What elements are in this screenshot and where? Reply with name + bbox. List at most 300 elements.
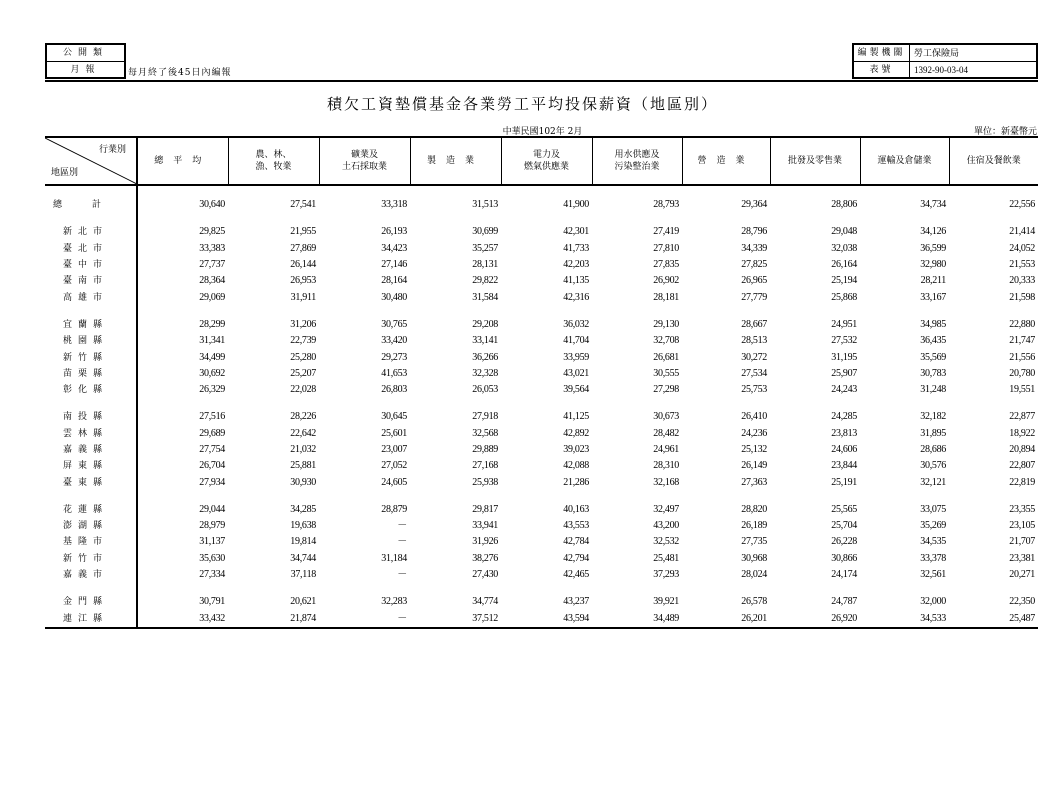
column-header bbox=[770, 137, 860, 185]
value-cell: 31,137 bbox=[199, 536, 225, 548]
value-cell: 30,930 bbox=[290, 476, 316, 488]
column-header-line: 營造業 bbox=[697, 156, 755, 166]
value-cell: 42,203 bbox=[563, 259, 589, 271]
spacer-cell bbox=[137, 185, 228, 197]
spacer-cell bbox=[45, 398, 137, 409]
corner-header bbox=[45, 137, 137, 185]
region-label: 澎湖縣 bbox=[45, 518, 137, 534]
table-row bbox=[45, 273, 1038, 289]
table-number-value: 1392-90-03-04 bbox=[914, 65, 968, 75]
value-cell: 32,283 bbox=[381, 596, 407, 608]
spacer-cell bbox=[228, 213, 319, 224]
value-cell: 26,189 bbox=[741, 520, 767, 532]
value-cell: 23,381 bbox=[1009, 552, 1035, 564]
table-row bbox=[45, 474, 1038, 490]
value-cell: 27,737 bbox=[199, 259, 225, 271]
value-cell: 31,926 bbox=[472, 536, 498, 548]
table-row bbox=[45, 409, 1038, 425]
region-label: 新北市 bbox=[45, 224, 137, 240]
value-cell: 27,918 bbox=[472, 411, 498, 423]
value-cell: 27,534 bbox=[741, 367, 767, 379]
value-cell: 41,900 bbox=[563, 199, 589, 211]
value-cell: 42,784 bbox=[563, 536, 589, 548]
spacer-cell bbox=[319, 491, 410, 502]
value-cell: 18,922 bbox=[1009, 427, 1035, 439]
spacer-cell bbox=[949, 306, 1038, 317]
value-cell: 27,419 bbox=[653, 226, 679, 238]
group-spacer bbox=[45, 398, 1038, 409]
value-cell: 29,822 bbox=[472, 275, 498, 287]
table-row bbox=[45, 197, 1038, 213]
value-cell: 42,088 bbox=[563, 460, 589, 472]
spacer-cell bbox=[501, 185, 592, 197]
value-cell: 28,364 bbox=[199, 275, 225, 287]
value-cell: 35,569 bbox=[920, 351, 946, 363]
value-cell: 40,163 bbox=[563, 503, 589, 515]
group-spacer bbox=[45, 185, 1038, 197]
spacer-cell bbox=[770, 185, 860, 197]
value-cell: 29,130 bbox=[653, 318, 679, 330]
spacer-cell bbox=[228, 398, 319, 409]
value-cell: 37,512 bbox=[410, 611, 501, 628]
table-row bbox=[45, 317, 1038, 333]
spacer-cell bbox=[319, 213, 410, 224]
value-cell: 41,704 bbox=[563, 335, 589, 347]
value-cell: 34,126 bbox=[920, 226, 946, 238]
value-cell: 42,465 bbox=[563, 569, 589, 581]
value-cell: 25,601 bbox=[381, 427, 407, 439]
table-row bbox=[45, 567, 1038, 583]
value-cell: 28,667 bbox=[741, 318, 767, 330]
spacer-cell bbox=[682, 398, 770, 409]
value-cell: 28,793 bbox=[653, 199, 679, 211]
value-cell: 37,118 bbox=[290, 569, 316, 581]
value-cell: 30,640 bbox=[199, 199, 225, 211]
value-cell: 26,329 bbox=[199, 384, 225, 396]
value-cell: 25,881 bbox=[290, 460, 316, 472]
spacer-cell bbox=[501, 306, 592, 317]
agency-label: 編製機關 bbox=[854, 45, 910, 61]
value-cell: 33,432 bbox=[137, 611, 228, 628]
value-cell: 31,206 bbox=[290, 318, 316, 330]
value-cell: 34,734 bbox=[920, 199, 946, 211]
value-cell: 27,334 bbox=[199, 569, 225, 581]
value-cell: 35,630 bbox=[199, 552, 225, 564]
value-cell: 28,131 bbox=[472, 259, 498, 271]
value-cell: 36,032 bbox=[563, 318, 589, 330]
value-cell: 28,482 bbox=[653, 427, 679, 439]
value-cell: 26,902 bbox=[653, 275, 679, 287]
value-cell: 33,383 bbox=[199, 242, 225, 254]
value-cell: 30,765 bbox=[381, 318, 407, 330]
value-cell: 30,968 bbox=[741, 552, 767, 564]
spacer-cell bbox=[860, 185, 949, 197]
value-cell: 24,236 bbox=[741, 427, 767, 439]
value-cell: 36,266 bbox=[472, 351, 498, 363]
value-cell: 22,819 bbox=[1009, 476, 1035, 488]
value-cell: 30,699 bbox=[472, 226, 498, 238]
table-row bbox=[45, 611, 1038, 628]
region-label: 臺北市 bbox=[45, 241, 137, 257]
spacer-cell bbox=[592, 583, 682, 594]
publication-category: 公開類 bbox=[47, 45, 124, 62]
value-cell: 27,810 bbox=[653, 242, 679, 254]
value-cell: 39,023 bbox=[563, 444, 589, 455]
value-cell: 41,733 bbox=[563, 242, 589, 254]
table-body bbox=[45, 185, 1038, 628]
spacer-cell bbox=[45, 583, 137, 594]
value-cell: 22,642 bbox=[290, 427, 316, 439]
value-cell: 28,686 bbox=[920, 444, 946, 455]
value-cell: 21,707 bbox=[1009, 536, 1035, 548]
value-cell: 31,513 bbox=[472, 199, 498, 211]
value-cell: 26,953 bbox=[290, 275, 316, 287]
value-cell: 24,787 bbox=[831, 596, 857, 608]
value-cell: 25,868 bbox=[831, 291, 857, 303]
value-cell: 43,594 bbox=[501, 611, 592, 628]
value-cell: 29,208 bbox=[472, 318, 498, 330]
value-cell: 26,578 bbox=[741, 596, 767, 608]
value-cell: 32,561 bbox=[920, 569, 946, 581]
value-cell: 35,257 bbox=[472, 242, 498, 254]
value-cell: 20,894 bbox=[1009, 444, 1035, 455]
value-cell: 28,024 bbox=[741, 569, 767, 581]
spacer-cell bbox=[228, 583, 319, 594]
value-cell: 41,135 bbox=[563, 275, 589, 287]
value-cell: 26,053 bbox=[472, 384, 498, 396]
spacer-cell bbox=[949, 398, 1038, 409]
value-cell: 31,911 bbox=[290, 291, 316, 303]
spacer-cell bbox=[592, 185, 682, 197]
value-cell: 23,355 bbox=[1009, 503, 1035, 515]
column-header bbox=[410, 137, 501, 185]
spacer-cell bbox=[682, 306, 770, 317]
region-label: 苗栗縣 bbox=[45, 366, 137, 382]
spacer-cell bbox=[410, 398, 501, 409]
value-cell: 22,556 bbox=[1009, 199, 1035, 211]
value-cell: 29,044 bbox=[199, 503, 225, 515]
value-cell: 24,961 bbox=[653, 444, 679, 455]
group-spacer bbox=[45, 491, 1038, 502]
value-cell: 28,181 bbox=[653, 291, 679, 303]
spacer-cell bbox=[137, 583, 228, 594]
value-cell: 33,941 bbox=[472, 520, 498, 532]
spacer-cell bbox=[45, 491, 137, 502]
value-cell: 26,164 bbox=[831, 259, 857, 271]
value-cell: － bbox=[397, 520, 407, 532]
value-cell: 26,201 bbox=[682, 611, 770, 628]
value-cell: 42,316 bbox=[563, 291, 589, 303]
region-label: 嘉義縣 bbox=[45, 442, 137, 458]
spacer-cell bbox=[949, 213, 1038, 224]
spacer-cell bbox=[228, 491, 319, 502]
value-cell: 32,328 bbox=[472, 367, 498, 379]
value-cell: 32,121 bbox=[920, 476, 946, 488]
value-cell: 25,280 bbox=[290, 351, 316, 363]
value-cell: 35,269 bbox=[920, 520, 946, 532]
value-cell: 26,193 bbox=[381, 226, 407, 238]
value-cell: 19,638 bbox=[290, 520, 316, 532]
value-cell: 21,556 bbox=[1009, 351, 1035, 363]
region-label: 雲林縣 bbox=[45, 426, 137, 442]
value-cell: 22,877 bbox=[1009, 411, 1035, 423]
value-cell: 23,813 bbox=[831, 427, 857, 439]
value-cell: 33,141 bbox=[472, 335, 498, 347]
region-label: 桃園縣 bbox=[45, 333, 137, 349]
value-cell: 32,182 bbox=[920, 411, 946, 423]
column-header bbox=[682, 137, 770, 185]
spacer-cell bbox=[770, 213, 860, 224]
value-cell: 24,174 bbox=[831, 569, 857, 581]
table-row bbox=[45, 333, 1038, 349]
table-row bbox=[45, 224, 1038, 240]
value-cell: 22,028 bbox=[290, 384, 316, 396]
value-cell: 29,069 bbox=[199, 291, 225, 303]
compile-note: 每月終了後45日內編報 bbox=[128, 68, 232, 78]
spacer-cell bbox=[592, 491, 682, 502]
spacer-cell bbox=[501, 213, 592, 224]
value-cell: 34,285 bbox=[290, 503, 316, 515]
value-cell: 25,704 bbox=[831, 520, 857, 532]
value-cell: 28,979 bbox=[199, 520, 225, 532]
value-cell: 34,535 bbox=[920, 536, 946, 548]
column-header-line: 土石採取業 bbox=[341, 162, 387, 172]
spacer-cell bbox=[770, 583, 860, 594]
value-cell: 32,168 bbox=[653, 476, 679, 488]
value-cell: 19,551 bbox=[1009, 384, 1035, 396]
value-cell: 25,194 bbox=[831, 275, 857, 287]
value-cell: 27,754 bbox=[199, 444, 225, 455]
value-cell: 29,689 bbox=[199, 427, 225, 439]
region-label: 花蓮縣 bbox=[45, 502, 137, 518]
region-label: 南投縣 bbox=[45, 409, 137, 425]
value-cell: 21,598 bbox=[1009, 291, 1035, 303]
region-label: 宜蘭縣 bbox=[45, 317, 137, 333]
value-cell: 28,310 bbox=[653, 460, 679, 472]
spacer-cell bbox=[137, 306, 228, 317]
value-cell: 33,420 bbox=[381, 335, 407, 347]
value-cell: 34,985 bbox=[920, 318, 946, 330]
value-cell: 27,869 bbox=[290, 242, 316, 254]
value-cell: 26,410 bbox=[741, 411, 767, 423]
value-cell: 27,363 bbox=[741, 476, 767, 488]
column-header bbox=[228, 137, 319, 185]
column-header bbox=[949, 137, 1038, 185]
table-row bbox=[45, 502, 1038, 518]
table-row bbox=[45, 534, 1038, 550]
value-cell: 23,105 bbox=[1009, 520, 1035, 532]
column-header-line: 污染整治業 bbox=[614, 162, 660, 172]
value-cell: 34,489 bbox=[592, 611, 682, 628]
value-cell: 30,272 bbox=[741, 351, 767, 363]
column-header-line: 製造業 bbox=[426, 156, 484, 166]
value-cell: 31,195 bbox=[831, 351, 857, 363]
value-cell: 21,955 bbox=[290, 226, 316, 238]
value-cell: － bbox=[319, 611, 410, 628]
value-cell: 25,191 bbox=[831, 476, 857, 488]
spacer-cell bbox=[860, 213, 949, 224]
value-cell: 30,866 bbox=[831, 552, 857, 564]
region-label: 總計 bbox=[45, 197, 137, 213]
value-cell: 21,286 bbox=[563, 476, 589, 488]
value-cell: 21,747 bbox=[1009, 335, 1035, 347]
column-header bbox=[137, 137, 228, 185]
value-cell: 36,599 bbox=[920, 242, 946, 254]
value-cell: 27,298 bbox=[653, 384, 679, 396]
value-cell: 23,007 bbox=[381, 444, 407, 455]
value-cell: 42,794 bbox=[563, 552, 589, 564]
value-cell: 33,378 bbox=[920, 552, 946, 564]
value-cell: 28,211 bbox=[920, 275, 946, 287]
column-header-line: 礦業及 bbox=[350, 150, 378, 160]
spacer-cell bbox=[137, 491, 228, 502]
spacer-cell bbox=[682, 185, 770, 197]
column-header bbox=[501, 137, 592, 185]
unit-label: 單位：新臺幣元 bbox=[973, 127, 1037, 137]
column-header-line: 漁、牧業 bbox=[255, 162, 292, 172]
spacer-cell bbox=[228, 306, 319, 317]
region-label: 新竹縣 bbox=[45, 349, 137, 365]
table-row bbox=[45, 551, 1038, 567]
value-cell: 27,532 bbox=[831, 335, 857, 347]
header-right-box bbox=[852, 43, 1038, 79]
spacer-cell bbox=[592, 213, 682, 224]
spacer-cell bbox=[770, 306, 860, 317]
report-title: 積欠工資墊償基金各業勞工平均投保薪資（地區別） bbox=[326, 95, 718, 113]
value-cell: 26,681 bbox=[653, 351, 679, 363]
spacer-cell bbox=[410, 306, 501, 317]
value-cell: 25,487 bbox=[949, 611, 1038, 628]
value-cell: 20,780 bbox=[1009, 367, 1035, 379]
value-cell: － bbox=[397, 569, 407, 581]
value-cell: 22,739 bbox=[290, 335, 316, 347]
report-period: 中華民國102年 2月 bbox=[502, 127, 583, 137]
value-cell: 37,293 bbox=[653, 569, 679, 581]
value-cell: 25,132 bbox=[741, 444, 767, 455]
region-label: 屏東縣 bbox=[45, 458, 137, 474]
region-label: 金門縣 bbox=[45, 594, 137, 610]
column-header bbox=[592, 137, 682, 185]
value-cell: 28,879 bbox=[381, 503, 407, 515]
region-label: 高雄市 bbox=[45, 289, 137, 305]
spacer-cell bbox=[45, 213, 137, 224]
value-cell: 27,052 bbox=[381, 460, 407, 472]
value-cell: 23,844 bbox=[831, 460, 857, 472]
value-cell: 28,513 bbox=[741, 335, 767, 347]
region-label: 嘉義市 bbox=[45, 567, 137, 583]
spacer-cell bbox=[410, 583, 501, 594]
table-row bbox=[45, 458, 1038, 474]
value-cell: 34,774 bbox=[472, 596, 498, 608]
value-cell: 34,339 bbox=[741, 242, 767, 254]
value-cell: 41,653 bbox=[381, 367, 407, 379]
spacer-cell bbox=[949, 491, 1038, 502]
region-label: 新竹市 bbox=[45, 551, 137, 567]
report-frequency: 月報 bbox=[70, 65, 101, 75]
region-label: 臺南市 bbox=[45, 273, 137, 289]
value-cell: 21,553 bbox=[1009, 259, 1035, 271]
value-cell: 27,430 bbox=[472, 569, 498, 581]
spacer-cell bbox=[770, 491, 860, 502]
value-cell: 33,959 bbox=[563, 351, 589, 363]
spacer-cell bbox=[949, 583, 1038, 594]
value-cell: 26,704 bbox=[199, 460, 225, 472]
header-left-box bbox=[45, 43, 126, 79]
table-number-label: 表號 bbox=[854, 62, 910, 78]
value-cell: 34,533 bbox=[860, 611, 949, 628]
spacer-cell bbox=[410, 185, 501, 197]
value-cell: 22,880 bbox=[1009, 318, 1035, 330]
value-cell: 24,606 bbox=[831, 444, 857, 455]
table-row bbox=[45, 257, 1038, 273]
region-label: 基隆市 bbox=[45, 534, 137, 550]
region-label: 彰化縣 bbox=[45, 382, 137, 398]
value-cell: 24,243 bbox=[831, 384, 857, 396]
column-header-line: 燃氣供應業 bbox=[523, 162, 569, 172]
spacer-cell bbox=[410, 213, 501, 224]
value-cell: 31,584 bbox=[472, 291, 498, 303]
value-cell: 34,744 bbox=[290, 552, 316, 564]
value-cell: 21,414 bbox=[1009, 226, 1035, 238]
value-cell: 43,200 bbox=[653, 520, 679, 532]
value-cell: 30,692 bbox=[199, 367, 225, 379]
value-cell: 33,075 bbox=[920, 503, 946, 515]
value-cell: 30,576 bbox=[920, 460, 946, 472]
wage-table bbox=[45, 136, 1038, 629]
value-cell: 30,555 bbox=[653, 367, 679, 379]
value-cell: 27,735 bbox=[741, 536, 767, 548]
group-spacer bbox=[45, 583, 1038, 594]
value-cell: 42,892 bbox=[563, 427, 589, 439]
spacer-cell bbox=[592, 398, 682, 409]
spacer-cell bbox=[319, 306, 410, 317]
spacer-cell bbox=[45, 306, 137, 317]
value-cell: 25,481 bbox=[653, 552, 679, 564]
value-cell: 25,907 bbox=[831, 367, 857, 379]
value-cell: 32,000 bbox=[920, 596, 946, 608]
value-cell: 30,645 bbox=[381, 411, 407, 423]
value-cell: 42,301 bbox=[563, 226, 589, 238]
spacer-cell bbox=[319, 398, 410, 409]
value-cell: 22,350 bbox=[1009, 596, 1035, 608]
value-cell: 30,783 bbox=[920, 367, 946, 379]
value-cell: 26,144 bbox=[290, 259, 316, 271]
spacer-cell bbox=[860, 583, 949, 594]
value-cell: 39,921 bbox=[653, 596, 679, 608]
value-cell: 32,497 bbox=[653, 503, 679, 515]
spacer-cell bbox=[860, 491, 949, 502]
value-cell: 25,938 bbox=[472, 476, 498, 488]
table-row bbox=[45, 366, 1038, 382]
value-cell: 30,480 bbox=[381, 291, 407, 303]
value-cell: 27,835 bbox=[653, 259, 679, 271]
column-header bbox=[319, 137, 410, 185]
value-cell: － bbox=[397, 536, 407, 548]
value-cell: 32,708 bbox=[653, 335, 679, 347]
table-row bbox=[45, 382, 1038, 398]
table-row bbox=[45, 594, 1038, 610]
value-cell: 29,364 bbox=[741, 199, 767, 211]
spacer-cell bbox=[137, 213, 228, 224]
value-cell: 41,125 bbox=[563, 411, 589, 423]
table-row bbox=[45, 442, 1038, 458]
value-cell: 28,299 bbox=[199, 318, 225, 330]
value-cell: 27,168 bbox=[472, 460, 498, 472]
value-cell: 43,553 bbox=[563, 520, 589, 532]
value-cell: 32,532 bbox=[653, 536, 679, 548]
table-header-row bbox=[45, 137, 1038, 185]
table-row bbox=[45, 241, 1038, 257]
